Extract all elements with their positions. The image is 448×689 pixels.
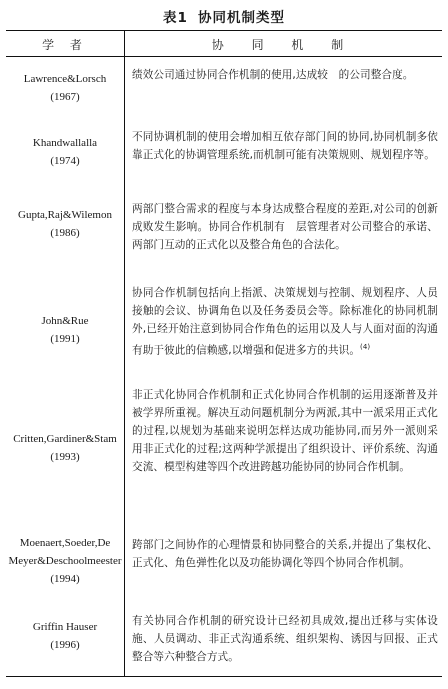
table-caption-title: 协同机制类型 — [197, 10, 285, 26]
table-bottom-rule — [6, 676, 442, 677]
header-scholar: 学 者 — [42, 38, 88, 52]
mechanism-cell: 跨部门之间协作的心理情景和协同整合的关系,并提出了集权化、正式化、角色弹性化以及功能协调化等四个协同合作机制。 — [132, 539, 438, 569]
author-cell — [6, 618, 124, 654]
table-caption-number: 表1 — [163, 10, 188, 26]
reference-marker: (4) — [360, 343, 371, 351]
mechanism-text: 协同合作机制包括向上指派、决策规划与控制、规划程序、人员接触的会议、协调角色以及任务委员会等。除标准化的协同机制外,已经开始注意到协同合作角色的运用以及人与人面对面的沟通有助于彼此的信赖感,以增强和促进多方的共识。 — [132, 287, 438, 357]
table-column-divider — [124, 31, 125, 676]
table-header-rule — [6, 56, 442, 57]
author-cell — [6, 134, 124, 170]
author-year: (1991) — [50, 333, 80, 345]
author-name: Khandwallalla — [32, 137, 98, 149]
author-name: Gupta,Raj&Wilemon — [18, 209, 112, 221]
author-name: John&Rue — [41, 315, 89, 327]
author-cell — [6, 534, 124, 588]
mechanism-cell: 有关协同合作机制的研究设计已经初具成效,提出迁移与实体设施、人员调动、非正式沟通系统、组织架构、诱因与回报、正式整合等六种整合方式。 — [132, 615, 438, 663]
author-name: Lawrence&Lorsch — [23, 73, 107, 85]
author-cell — [6, 430, 124, 466]
author-name: Griffin Hauser — [32, 621, 98, 633]
author-year: (1994) — [50, 573, 80, 585]
author-year: (1986) — [50, 227, 80, 239]
author-name-line-1: Moenaert,Soeder,De — [19, 537, 111, 549]
table-caption — [0, 6, 448, 26]
author-year: (1967) — [50, 91, 80, 103]
table-top-rule — [6, 30, 442, 31]
mechanism-cell: 绩效公司通过协同合作机制的使用,达成较 的公司整合度。 — [132, 69, 414, 81]
author-cell — [6, 206, 124, 242]
mechanism-cell: 两部门整合需求的程度与本身达成整合程度的差距,对公司的创新成败发生影响。协同合作机制有 层管理者对公司整合的承诺、两部门互动的正式化以及整合角色的合法化。 — [132, 203, 438, 251]
mechanism-cell: 非正式化协同合作机制和正式化协同合作机制的运用逐渐普及并被学界所重视。解决互动问题机制分为两派,其中一派采用正式化的过程,以规划为基础来说明怎样达成功能协同,而另外一派则采用非正式化的过程;这两种学派提出了组织设计、评价系统、沟通交流、模型构建等四个改进跨越功能协同的协同合作机制。 — [132, 389, 438, 473]
author-year: (1996) — [50, 639, 80, 651]
author-cell — [6, 312, 124, 348]
author-cell — [6, 70, 124, 106]
mechanism-cell: 不同协调机制的使用会增加相互依存部门间的协同,协同机制多依靠正式化的协调管理系统,而机制可能有决策规则、规划程序等。 — [132, 131, 438, 161]
author-name-line-2: Meyer&Deschoolmeester — [8, 555, 122, 567]
header-mechanism: 协 同 机 制 — [211, 38, 356, 52]
author-year: (1974) — [50, 155, 80, 167]
author-name: Critten,Gardiner&Stam — [13, 433, 117, 445]
mechanism-cell — [132, 284, 438, 360]
author-year: (1993) — [50, 451, 80, 463]
